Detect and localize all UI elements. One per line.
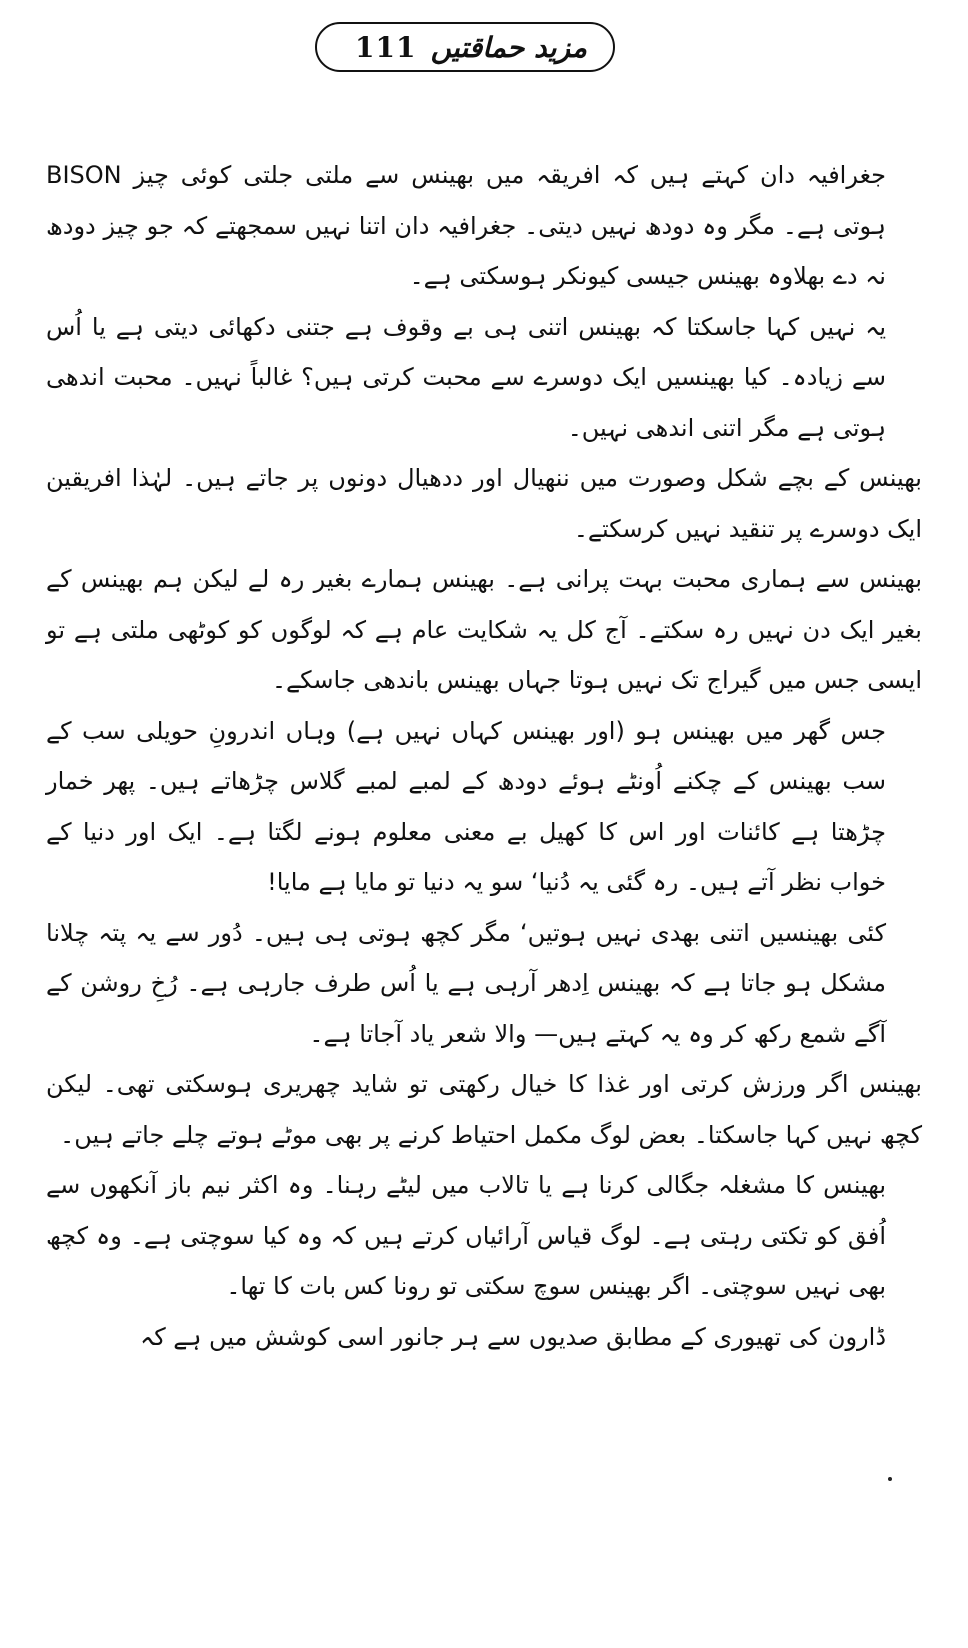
page-body xyxy=(46,150,922,1362)
paragraph-text: ڈارون کی تھیوری کے مطابق صدیوں سے ہر جانور اسی کوشش میں ہے کہ xyxy=(140,1322,886,1351)
paragraph-text: یہ نہیں کہا جاسکتا کہ بھینس اتنی ہی بے وقوف ہے جتنی دکھائی دیتی ہے یا اُس سے زیادہ۔ کیا بھینسیں ایک دوسرے سے محبت کرتی ہیں؟ غالباً نہیں۔ محبت اندھی ہوتی ہے مگر اتنی اندھی نہیں۔ xyxy=(46,312,886,442)
page-header xyxy=(315,22,615,72)
paragraph-text: کئی بھینسیں اتنی بھدی نہیں ہوتیں‘ مگر کچھ ہوتی ہی ہیں۔ دُور سے یہ پتہ چلانا مشکل ہو جاتا ہے کہ بھینس اِدھر آرہی ہے یا اُس طرف جارہی ہے۔ رُخِ روشن کے آگے شمع رکھ کر وہ یہ کہتے ہیں— والا شعر یاد آجاتا ہے۔ xyxy=(46,918,886,1048)
paragraph-bison xyxy=(46,150,922,302)
paragraph-text: بھینس کے بچے شکل وصورت میں ننھیال اور ددھیال دونوں پر جاتے ہیں۔ لہٰذا افریقین ایک دوسرے پر تنقید نہیں کرسکتے۔ xyxy=(46,464,922,543)
paragraph-text: جغرافیہ دان کہتے ہیں کہ افریقہ میں بھینس سے ملتی جلتی کوئی چیز BISON ہوتی ہے۔ مگر وہ دودھ نہیں دیتی۔ جغرافیہ دان اتنا نہیں سمجھتے کہ جو چیز دودھ نہ دے بھلاوہ بھینس جیسی کیونکر ہوسکتی ہے۔ xyxy=(46,161,886,290)
page-number: 111 xyxy=(355,30,417,64)
paragraph-text: جس گھر میں بھینس ہو (اور بھینس کہاں نہیں ہے) وہاں اندرونِ حویلی سب کے سب بھینس کے چکنے اُونٹے ہوئے دودھ کے لمبے لمبے گلاس چڑھاتے ہیں۔ پھر خمار چڑھتا ہے کائنات اور اس کا کھیل بے معنی معلوم ہونے لگتا ہے۔ ایک اور دنیا کے خواب نظر آتے ہیں۔ رہ گئی یہ دُنیا‘ سو یہ دنیا تو مایا ہے مایا! xyxy=(46,716,886,896)
margin-mark xyxy=(888,1477,892,1481)
paragraph-text: بھینس سے ہماری محبت بہت پرانی ہے۔ بھینس ہمارے بغیر رہ لے لیکن ہم بھینس کے بغیر ایک دن نہیں رہ سکتے۔ آج کل یہ شکایت عام ہے کہ لوگوں کو کوٹھی ملتی ہے تو ایسی جس میں گیراج تک نہیں ہوتا جہاں بھینس باندھی جاسکے۔ xyxy=(46,565,922,694)
paragraph-love xyxy=(46,554,922,706)
book-title: مزید حماقتیں xyxy=(430,30,587,64)
paragraph-darwin xyxy=(46,1312,922,1363)
paragraph-household xyxy=(46,706,922,908)
paragraph-text: بھینس اگر ورزش کرتی اور غذا کا خیال رکھتی تو شاید چھریری ہوسکتی تھی۔ لیکن کچھ نہیں کہا جاسکتا۔ بعض لوگ مکمل احتیاط کرنے پر بھی موٹے ہوتے چلے جاتے ہیں۔ xyxy=(46,1070,922,1149)
paragraph-bulky xyxy=(46,908,922,1060)
paragraph-hobby xyxy=(46,1160,922,1312)
paragraph-exercise xyxy=(46,1059,922,1160)
paragraph-calves xyxy=(46,453,922,554)
paragraph-text: بھینس کا مشغلہ جگالی کرنا ہے یا تالاب میں لیٹے رہنا۔ وہ اکثر نیم باز آنکھوں سے اُفق کو تکتی رہتی ہے۔ لوگ قیاس آرائیاں کرتے ہیں کہ وہ کیا سوچتی ہے۔ وہ کچھ بھی نہیں سوچتی۔ اگر بھینس سوچ سکتی تو رونا کس بات کا تھا۔ xyxy=(46,1171,886,1300)
paragraph-stupidity xyxy=(46,302,922,454)
